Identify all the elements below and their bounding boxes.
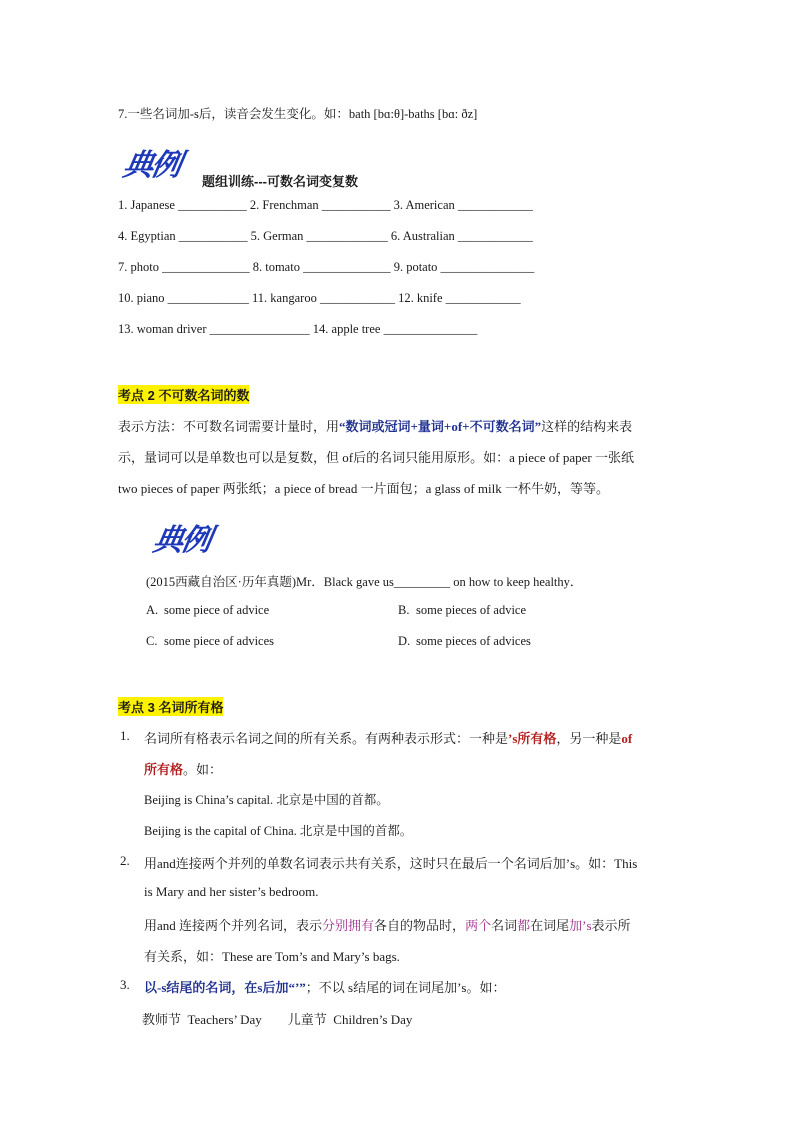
item-1-s-possessive: ’s所有格 bbox=[508, 731, 557, 746]
item-1-of: of bbox=[621, 731, 633, 746]
option-text: some piece of advices bbox=[164, 634, 275, 648]
item-2-c9: 表示所 bbox=[591, 918, 631, 933]
item-3-rule: 以-s结尾的名词，在s后加“’” bbox=[144, 980, 306, 995]
exercise-row: 13. woman driver ________________ 14. apple tree _______________ bbox=[118, 322, 478, 336]
kd2-text-c: 这样的结构来表 bbox=[541, 419, 633, 434]
item-2-line3 bbox=[144, 915, 631, 934]
option-c bbox=[146, 634, 274, 649]
exercise-row: 10. piano _____________ 11. kangaroo ____________ 12. knife ____________ bbox=[118, 291, 521, 305]
item-2-c2: 分别拥有 bbox=[322, 918, 375, 933]
option-letter: B. bbox=[398, 603, 410, 617]
item-2-number: 2. bbox=[120, 853, 130, 868]
exercise-row: 4. Egyptian ___________ 5. German _____________ 6. Australian ____________ bbox=[118, 229, 533, 243]
item-2-line2: is Mary and her sister’s bedroom. bbox=[144, 884, 319, 899]
option-letter: A. bbox=[146, 603, 159, 617]
line-7: 7.一些名词加-s后，读音会发生变化。如：bath [bɑ:θ]-baths [bɑ: ðz] bbox=[118, 107, 478, 121]
option-a bbox=[146, 603, 269, 618]
kaodian-2-para-line3: two pieces of paper 两张纸；a piece of bread 一片面包；a glass of milk 一杯牛奶，等等。 bbox=[118, 481, 610, 496]
exercise-row: 1. Japanese ___________ 2. Frenchman ___________ 3. American ____________ bbox=[118, 198, 533, 212]
item-2-c5: 名词 bbox=[491, 918, 518, 933]
item-1-example-2: Beijing is the capital of China. 北京是中国的首都。 bbox=[144, 824, 413, 838]
item-2-c1: 用and 连接两个并列名词，表示 bbox=[144, 918, 323, 933]
option-letter: C. bbox=[146, 634, 158, 648]
kd2-text-a: 表示方法：不可数名词需要计量时，用 bbox=[118, 419, 340, 434]
option-text: some pieces of advices bbox=[416, 634, 531, 648]
item-1-example-1: Beijing is China’s capital. 北京是中国的首都。 bbox=[144, 793, 389, 807]
question-text: (2015西藏自治区·历年真题)Mr．Black gave us_________ on how to keep healthy． bbox=[146, 575, 583, 589]
item-2-line4: 有关系，如：These are Tom’s and Mary’s bags. bbox=[144, 949, 400, 964]
item-1-text-a: 名词所有格表示名词之间的所有关系。有两种表示形式：一种是 bbox=[144, 731, 509, 746]
item-2-c8: 加’s bbox=[569, 918, 592, 933]
kaodian-3-title: 考点 3 名词所有格 bbox=[118, 697, 223, 716]
item-1-line2 bbox=[144, 759, 222, 778]
typical-example-logo bbox=[120, 140, 183, 184]
logo-text-2: 典例 bbox=[150, 523, 213, 558]
item-2-c4: 两个 bbox=[465, 918, 492, 933]
kaodian-2-para-line2: 示，量词可以是单数也可以是复数，但 of后的名词只能用原形。如：a piece of paper 一张纸 bbox=[118, 450, 634, 465]
item-1-of-possessive: 所有格 bbox=[144, 762, 184, 777]
item-3-line1 bbox=[144, 977, 505, 996]
kaodian-2-title: 考点 2 不可数名词的数 bbox=[118, 385, 249, 404]
item-3-number: 3. bbox=[120, 977, 130, 992]
item-2-c6: 都 bbox=[517, 918, 531, 933]
typical-example-logo-2 bbox=[150, 515, 213, 559]
item-2-c3: 各自的物品时， bbox=[374, 918, 466, 933]
kd2-structure: “数词或冠词+量词+of+不可数名词” bbox=[339, 419, 542, 434]
item-1-text-c: ，另一种是 bbox=[556, 731, 622, 746]
kaodian-2-para-line1 bbox=[118, 416, 632, 435]
option-letter: D. bbox=[398, 634, 411, 648]
item-1-number: 1. bbox=[120, 728, 130, 743]
item-2-c7: 在词尾 bbox=[530, 918, 570, 933]
option-text: some pieces of advice bbox=[416, 603, 527, 617]
item-2-line1: 用and连接两个并列的单数名词表示共有关系，这时只在最后一个名词后加’s。如：This bbox=[144, 856, 638, 871]
option-b bbox=[398, 603, 526, 618]
option-text: some piece of advice bbox=[164, 603, 270, 617]
item-1-text-f: 。如： bbox=[183, 762, 223, 777]
exercise-title: 题组训练---可数名词变复数 bbox=[202, 174, 358, 189]
item-1-line1 bbox=[144, 728, 632, 747]
exercise-row: 7. photo ______________ 8. tomato ______________ 9. potato _______________ bbox=[118, 260, 535, 274]
item-3-example: 教师节 Teachers’ Day 儿童节 Children’s Day bbox=[142, 1012, 413, 1027]
option-d bbox=[398, 634, 531, 649]
logo-text: 典例 bbox=[120, 148, 183, 183]
item-3-text-b: ；不以 s结尾的词在词尾加’s。如： bbox=[305, 980, 506, 995]
